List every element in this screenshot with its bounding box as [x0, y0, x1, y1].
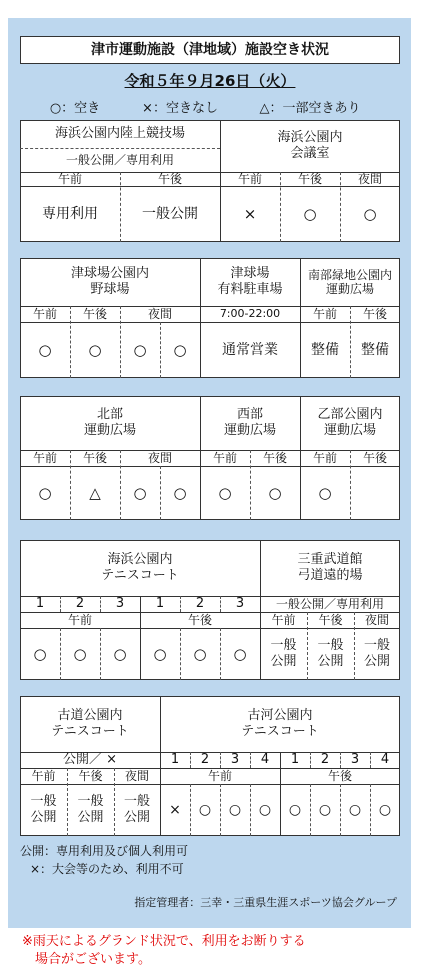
- court-number: 3: [230, 752, 240, 768]
- status-cell: ×: [169, 801, 181, 818]
- court-number: 2: [75, 596, 85, 612]
- court-number: 2: [320, 752, 330, 768]
- s4-header-am-tennis: 午前: [67, 612, 92, 627]
- status-cell: ○: [228, 801, 242, 818]
- status-cell: 整備: [361, 341, 389, 358]
- status-cell: ○: [268, 484, 282, 502]
- status-cell: ○: [198, 801, 212, 818]
- furukawa-tennis-name: 古河公園内 テニスコート: [241, 708, 319, 739]
- status-cell: 通常営業: [222, 341, 278, 358]
- baseball-field-name: 津球場公園内 野球場: [70, 266, 149, 297]
- status-cell: 整備: [311, 341, 339, 358]
- legend-full: ×：空きなし: [142, 101, 218, 117]
- status-cell: ○: [218, 484, 232, 502]
- status-cell: △: [89, 484, 101, 502]
- s5-header-night-furumichi: 夜間: [124, 768, 149, 783]
- s5-header-am-furukawa: 午前: [207, 768, 232, 783]
- s3-header-pm-seibu: 午後: [262, 450, 287, 465]
- manager-label: 指定管理者：三幸・三重県生涯スポーツ協会グループ: [134, 896, 397, 909]
- status-cell: 一般 公開: [317, 638, 344, 669]
- s1-header-pm-conf: 午後: [297, 171, 322, 186]
- s3-header-pm-otobe: 午後: [362, 450, 387, 465]
- budokan-kyudo-name: 三重武道館 弓道遠的場: [297, 552, 363, 583]
- note-public: 公開：専用利用及び個人利用可: [20, 844, 189, 858]
- budo-usage: 一般公開／専用利用: [275, 596, 384, 611]
- s4-header-pm-tennis: 午後: [187, 612, 212, 627]
- status-cell: ○: [88, 341, 102, 359]
- status-cell: 一般 公開: [123, 794, 150, 825]
- s3-header-am-seibu: 午前: [212, 450, 237, 465]
- status-cell: ○: [348, 801, 362, 818]
- legend-open: ○：空き: [49, 101, 101, 117]
- s1-header-pm-track: 午後: [157, 171, 182, 186]
- status-cell: ○: [318, 484, 332, 502]
- status-cell: ○: [173, 341, 187, 359]
- court-number: 1: [170, 752, 180, 768]
- status-cell: 一般公開: [142, 205, 198, 222]
- status-cell: ○: [233, 645, 247, 663]
- status-cell: ○: [73, 645, 87, 663]
- s1-header-am-track: 午前: [57, 171, 82, 186]
- s4-header-night-budo: 夜間: [364, 612, 389, 627]
- status-cell: 一般 公開: [77, 794, 104, 825]
- track-usage: 一般公開／専用利用: [65, 152, 174, 167]
- conf-room-name: 海浜公園内 会議室: [277, 130, 343, 161]
- s2-header-hours: 7:00-22:00: [219, 307, 281, 321]
- furumichi-usage: 公開／ ×: [62, 752, 118, 768]
- minami-ground-name: 南部緑地公園内 運動広場: [307, 267, 392, 296]
- court-number: 1: [290, 752, 300, 768]
- s5-header-pm-furukawa: 午後: [327, 768, 352, 783]
- status-cell: [350, 466, 400, 520]
- court-number: 1: [35, 596, 45, 612]
- status-cell: ○: [258, 801, 272, 818]
- s4-header-am-budo: 午前: [271, 612, 296, 627]
- s4-header-pm-budo: 午後: [318, 612, 343, 627]
- status-cell: ○: [133, 484, 147, 502]
- status-cell: ×: [243, 205, 257, 223]
- status-cell: 一般 公開: [30, 794, 57, 825]
- legend-partial: △：一部空きあり: [259, 101, 361, 117]
- status-cell: ○: [38, 484, 52, 502]
- status-cell: 一般 公開: [270, 638, 297, 669]
- parking-name: 津球場 有料駐車場: [217, 266, 283, 297]
- status-cell: ○: [303, 205, 317, 223]
- s2-header-night: 夜間: [147, 306, 172, 321]
- s1-header-night-conf: 夜間: [357, 171, 382, 186]
- status-cell: ○: [133, 341, 147, 359]
- status-cell: ○: [38, 341, 52, 359]
- note-closed: ×：大会等のため、利用不可: [30, 862, 184, 876]
- s5-header-pm-furumichi: 午後: [78, 768, 103, 783]
- court-number: 2: [200, 752, 210, 768]
- s1-header-am-conf: 午前: [237, 171, 262, 186]
- s3-header-pm: 午後: [82, 450, 107, 465]
- status-cell: ○: [363, 205, 377, 223]
- status-cell: ○: [113, 645, 127, 663]
- status-cell: 一般 公開: [363, 638, 390, 669]
- court-number: 3: [115, 596, 125, 612]
- status-cell: ○: [318, 801, 332, 818]
- s3-header-am-otobe: 午前: [312, 450, 337, 465]
- s3-header-night: 夜間: [147, 450, 172, 465]
- court-number: 3: [235, 596, 245, 612]
- seibu-ground-name: 西部 運動広場: [223, 407, 276, 438]
- status-cell: ○: [173, 484, 187, 502]
- status-cell: ○: [288, 801, 302, 818]
- s3-header-am: 午前: [32, 450, 57, 465]
- s2-header-pm-minami: 午後: [362, 306, 387, 321]
- court-number: 4: [260, 752, 270, 768]
- court-number: 2: [195, 596, 205, 612]
- otobe-ground-name: 乙部公園内 運動広場: [317, 407, 383, 438]
- court-number: 1: [155, 596, 165, 612]
- status-cell: ○: [378, 801, 392, 818]
- hokubu-ground-name: 北部 運動広場: [83, 407, 136, 438]
- s5-header-am-furumichi: 午前: [31, 768, 56, 783]
- rain-footnote: ※雨天によるグランド状況で、利用をお断りする 場合がございます。: [22, 934, 306, 967]
- furumichi-tennis-name: 古道公園内 テニスコート: [51, 708, 129, 739]
- kaihin-tennis-name: 海浜公園内 テニスコート: [101, 552, 179, 583]
- page-title: 津市運動施設（津地域）施設空き状況: [91, 41, 329, 58]
- s2-header-pm: 午後: [82, 306, 107, 321]
- status-cell: 専用利用: [42, 205, 98, 222]
- court-number: 3: [350, 752, 360, 768]
- status-cell: ○: [33, 645, 47, 663]
- s2-header-am-minami: 午前: [312, 306, 337, 321]
- court-number: 4: [380, 752, 390, 768]
- s2-header-am: 午前: [32, 306, 57, 321]
- status-cell: ○: [193, 645, 207, 663]
- status-cell: ○: [153, 645, 167, 663]
- date-label: 令和５年９月26日（火）: [124, 72, 296, 90]
- track-name: 海浜公園内陸上競技場: [54, 126, 185, 142]
